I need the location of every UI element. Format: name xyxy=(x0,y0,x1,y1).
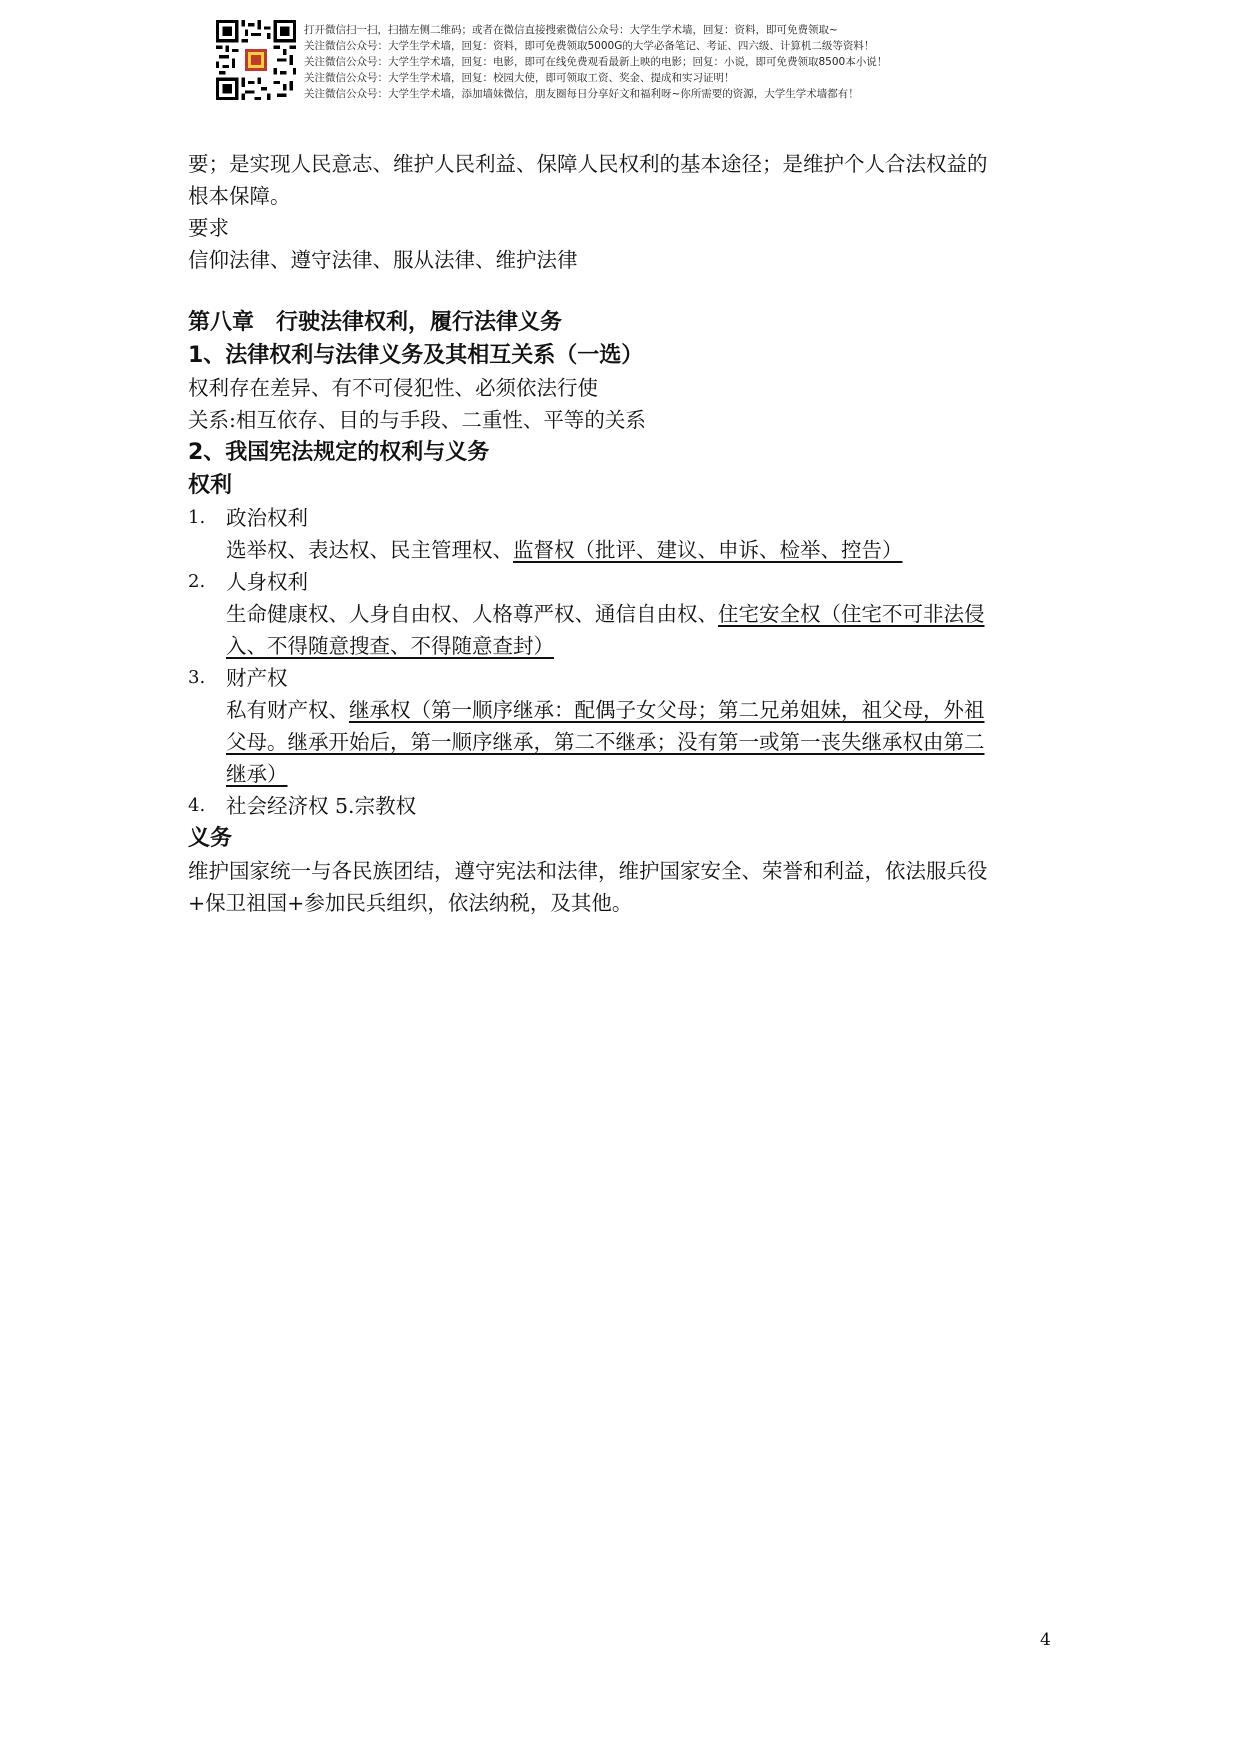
underlined-text: 入、不得随意搜查、不得随意查封） xyxy=(226,634,554,658)
list-detail xyxy=(188,726,1044,758)
underlined-text: 父母。继承开始后，第一顺序继承，第二不继承；没有第一或第一丧失继承权由第二 xyxy=(226,730,985,754)
promo-line: 关注微信公众号：大学生学术墙，添加墙妹微信，朋友圈每日分享好文和福利呀~你所需要的资源，大学生学术墙都有！ xyxy=(304,88,859,100)
section-heading: 2、我国宪法规定的权利与义务 xyxy=(188,440,490,465)
paragraph-line: +保卫祖国+参加民兵组织，依法纳税，及其他。 xyxy=(188,891,633,915)
list-item xyxy=(188,790,1044,822)
list-item xyxy=(188,566,1044,598)
page-number: 4 xyxy=(1040,1630,1051,1650)
underlined-text: 监督权（批评、建议、申诉、检举、控告） xyxy=(513,538,903,562)
promo-text xyxy=(304,22,984,102)
list-detail: 私有财产权、继承权（第一顺序继承：配偶子女父母；第二兄弟姐妹，祖父母，外祖 xyxy=(226,698,985,722)
underlined-text: 继承权（第一顺序继承：配偶子女父母；第二兄弟姐妹，祖父母，外祖 xyxy=(349,698,985,722)
underlined-text: 继承） xyxy=(226,762,288,786)
promo-line: 关注微信公众号：大学生学术墙，回复：电影，即可在线免费观看最新上映的电影；回复：小说，即可免费领取8500本小说！ xyxy=(304,56,888,68)
list-item xyxy=(188,662,1044,694)
subheading-requirements: 要求 xyxy=(188,216,229,240)
paragraph-line: 信仰法律、遵守法律、服从法律、维护法律 xyxy=(188,248,578,272)
list-number: 3. xyxy=(188,667,206,688)
rights-heading: 权利 xyxy=(188,473,233,498)
paragraph-line: 权利存在差异、有不可侵犯性、必须依法行使 xyxy=(188,376,598,400)
section-heading: 1、法律权利与法律义务及其相互关系（一选） xyxy=(188,343,644,368)
chapter-title: 第八章 行驶法律权利，履行法律义务 xyxy=(188,310,563,335)
paragraph-line: 根本保障。 xyxy=(188,184,291,208)
promo-header xyxy=(216,18,976,104)
list-detail xyxy=(188,758,1044,790)
underlined-text: 住宅安全权（住宅不可非法侵 xyxy=(718,602,985,626)
duties-heading: 义务 xyxy=(188,826,233,851)
list-label: 财产权 xyxy=(226,666,288,690)
list-item xyxy=(188,502,1044,534)
list-number: 2. xyxy=(188,571,206,592)
promo-line: 关注微信公众号：大学生学术墙，回复：校园大使，即可领取工资、奖金、提成和实习证明！ xyxy=(304,72,735,84)
promo-line: 关注微信公众号：大学生学术墙，回复：资料，即可免费领取5000G的大学必备笔记、考证、四六级、计算机二级等资料！ xyxy=(304,40,875,52)
promo-line: 打开微信扫一扫，扫描左侧二维码；或者在微信直接搜索微信公众号：大学生学术墙，回复：资料，即可免费领取~ xyxy=(304,24,838,36)
list-label: 社会经济权 5.宗教权 xyxy=(226,794,417,818)
qr-code-icon xyxy=(216,20,296,100)
paragraph-line: 要；是实现人民意志、维护人民利益、保障人民权利的基本途径；是维护个人合法权益的 xyxy=(188,152,988,176)
paragraph-line: 维护国家统一与各民族团结，遵守宪法和法律，维护国家安全、荣誉和利益，依法服兵役 xyxy=(188,859,988,883)
list-detail xyxy=(188,630,1044,662)
list-detail: 生命健康权、人身自由权、人格尊严权、通信自由权、住宅安全权（住宅不可非法侵 xyxy=(226,602,985,626)
list-label: 人身权利 xyxy=(226,570,308,594)
list-number: 1. xyxy=(188,507,206,528)
list-detail: 选举权、表达权、民主管理权、监督权（批评、建议、申诉、检举、控告） xyxy=(226,538,903,562)
paragraph-line: 关系:相互依存、目的与手段、二重性、平等的关系 xyxy=(188,408,646,432)
document-body xyxy=(188,148,1044,919)
list-number: 4. xyxy=(188,795,206,816)
list-label: 政治权利 xyxy=(226,506,308,530)
